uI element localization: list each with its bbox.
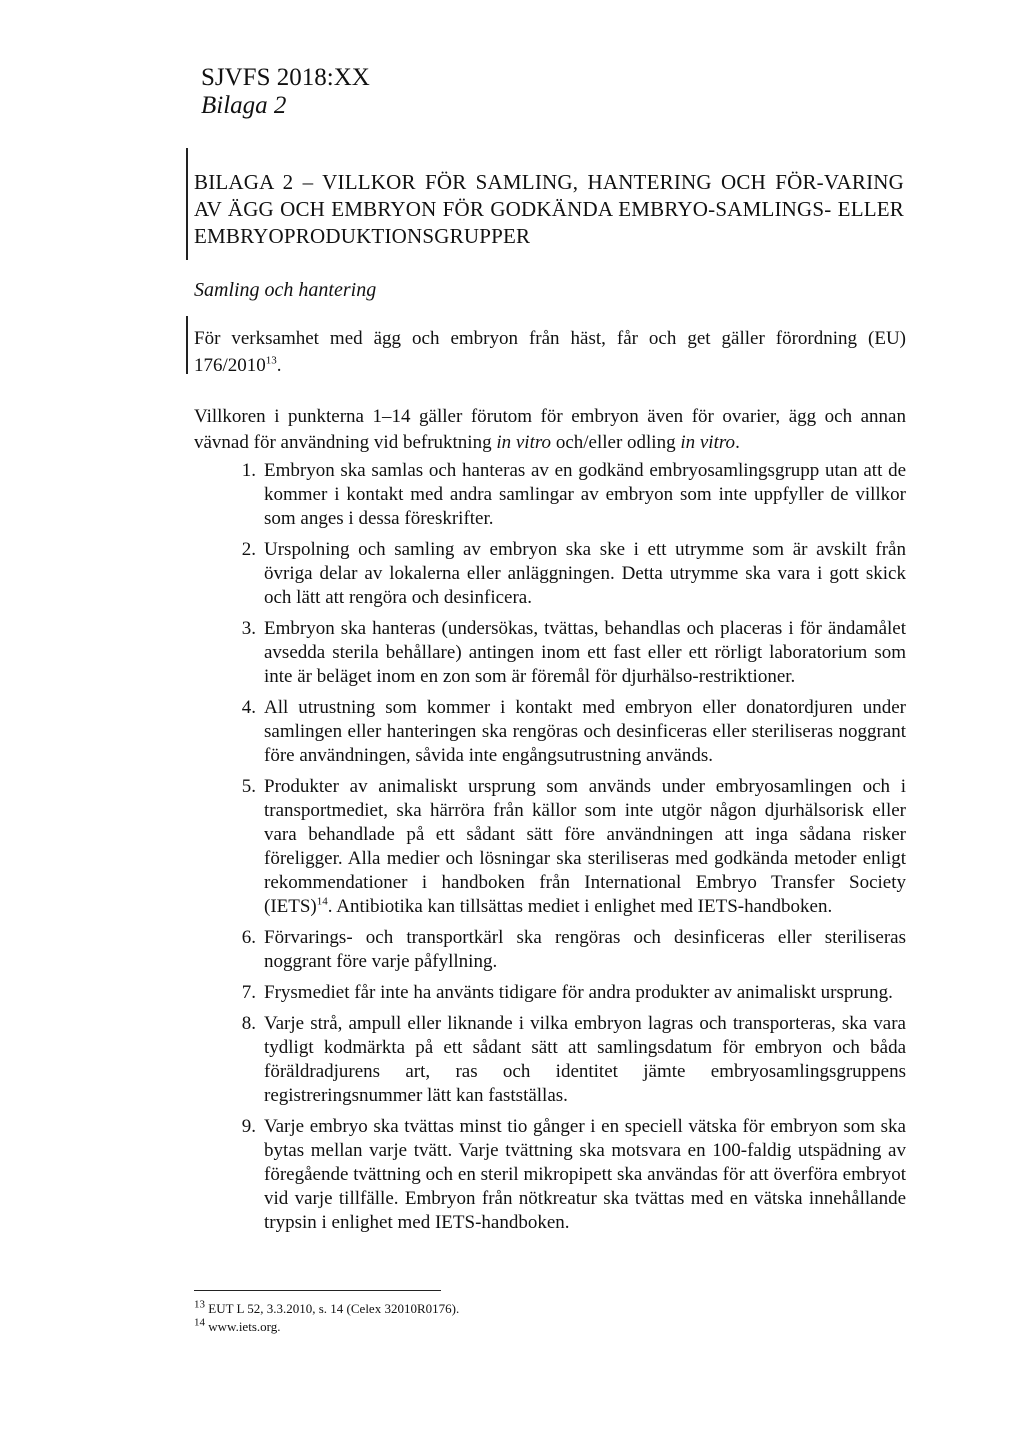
list-number: 1. [241, 460, 256, 481]
list-number: 9. [241, 1116, 256, 1137]
list-number: 6. [241, 927, 256, 948]
change-bar [186, 148, 188, 260]
list-text: Frysmediet får inte ha använts tidigare för andra produkter av animaliskt ursprung. [264, 982, 893, 1003]
list-text: Varje embryo ska tvättas minst tio gånger i en speciell vätska för embryon som ska bytas mellan varje tvätt. Varje tvättning ska motsvara en 100-faldig utspädning av föregående tvättning och en steril mikropipett ska användas för att överföra embryot vid varje tillfälle. Embryon från nötkreatur ska tvättas med en vätska innehållande trypsin i enlighet med IETS-handboken. [264, 1116, 906, 1233]
regulation-code: SJVFS 2018:XX [201, 64, 370, 91]
list-text: Urspolning och samling av embryon ska ske i ett utrymme som är avskilt från övriga delar av lokalerna eller anläggningen. Detta utrymme ska vara i gott skick och lätt att rengöra och desinficera. [264, 539, 906, 608]
footnote-text: EUT L 52, 3.3.2010, s. 14 (Celex 32010R0176). [208, 1301, 460, 1316]
footnote [194, 1298, 460, 1317]
list-item [194, 775, 906, 919]
appendix-label: Bilaga 2 [201, 92, 287, 119]
list-text: Varje strå, ampull eller liknande i vilka embryon lagras och transporteras, ska vara tydligt kodmärkta på ett sådant sätt att samlingsdatum för embryon och båda föräldradjurens art, ras och identitet jämte embryosamlingsgruppens registreringsnummer lätt kan fastställas. [264, 1013, 906, 1106]
document-header [201, 64, 370, 120]
list-text: Embryon ska samlas och hanteras av en godkänd embryosamlingsgrupp utan att de kommer i kontakt med andra samlingar av embryon som inte uppfyller de villkor som anges i dessa föreskrifter. [264, 460, 906, 529]
list-text: All utrustning som kommer i kontakt med embryon eller donatordjuren under samlingen eller hanteringen ska rengöras och desinficeras eller steriliseras noggrant före användningen, såvida inte engångsutrustning används. [264, 697, 906, 766]
list-number: 8. [241, 1013, 256, 1034]
footnote [194, 1316, 281, 1335]
list-number: 7. [241, 982, 256, 1003]
footnote-ref[interactable]: 14 [316, 895, 328, 908]
list-text: Förvarings- och transportkärl ska rengöras och desinficeras eller steriliseras noggrant före varje påfyllning. [264, 927, 906, 972]
footnote-ref[interactable]: 13 [265, 354, 277, 367]
list-text: Embryon ska hanteras (undersökas, tvättas, behandlas och placeras i för ändamålet avsedda sterila behållare) antingen inom ett fast eller ett rörligt laboratorium som inte är beläget inom en zon som är föremål för djurhälso-restriktioner. [264, 618, 906, 687]
list-item [194, 926, 906, 974]
list-item [194, 696, 906, 768]
intro-paragraph: För verksamhet med ägg och embryon från häst, får och get gäller förordning (EU) 176/2010$^{13}$. [194, 328, 906, 376]
list-item [194, 538, 906, 610]
intro-text: För verksamhet med ägg och embryon från häst, får och get gäller förordning (EU) 176/2010 [194, 328, 906, 376]
list-item [194, 617, 906, 689]
change-bar [186, 316, 188, 374]
list-item [194, 459, 906, 531]
list-item [194, 1115, 906, 1235]
list-item [194, 1012, 906, 1108]
list-text: Produkter av animaliskt ursprung som används under embryosamlingen och i transportmediet, ska härröra från källor som inte utgör någon djurhälsorisk eller vara behandlade på ett sådant sätt före användningen att inga sådana risker föreligger. Alla medier och lösningar ska steriliseras med godkända metoder enligt rekommendationer i handboken från International Embryo Transfer Society (IETS)$^{14}$. Antibiotika kan tillsättas mediet i enlighet med IETS-handboken. [264, 776, 906, 917]
list-number: 2. [241, 539, 256, 560]
footnote-separator [194, 1290, 441, 1291]
document-title: BILAGA 2 – VILLKOR FÖR SAMLING, HANTERING OCH FÖR-VARING AV ÄGG OCH EMBRYON FÖR GODKÄNDA EMBRYO-SAMLINGS- ELLER EMBRYOPRODUKTIONSGRUPPER [194, 170, 904, 248]
footnote-number: 13 [194, 1298, 205, 1311]
list-number: 4. [241, 697, 256, 718]
list-item [194, 981, 906, 1005]
scope-paragraph: Villkoren i punkterna 1–14 gäller förutom för embryon även för ovarier, ägg och annan vävnad för användning vid befruktning in vitro och/eller odling in vitro. [194, 406, 906, 453]
numbered-list [194, 459, 906, 1242]
footnote-number: 14 [194, 1316, 205, 1329]
footnote-text[interactable]: www.iets.org. [208, 1319, 281, 1334]
list-number: 3. [241, 618, 256, 639]
section-heading: Samling och hantering [194, 279, 377, 301]
list-number: 5. [241, 776, 256, 797]
